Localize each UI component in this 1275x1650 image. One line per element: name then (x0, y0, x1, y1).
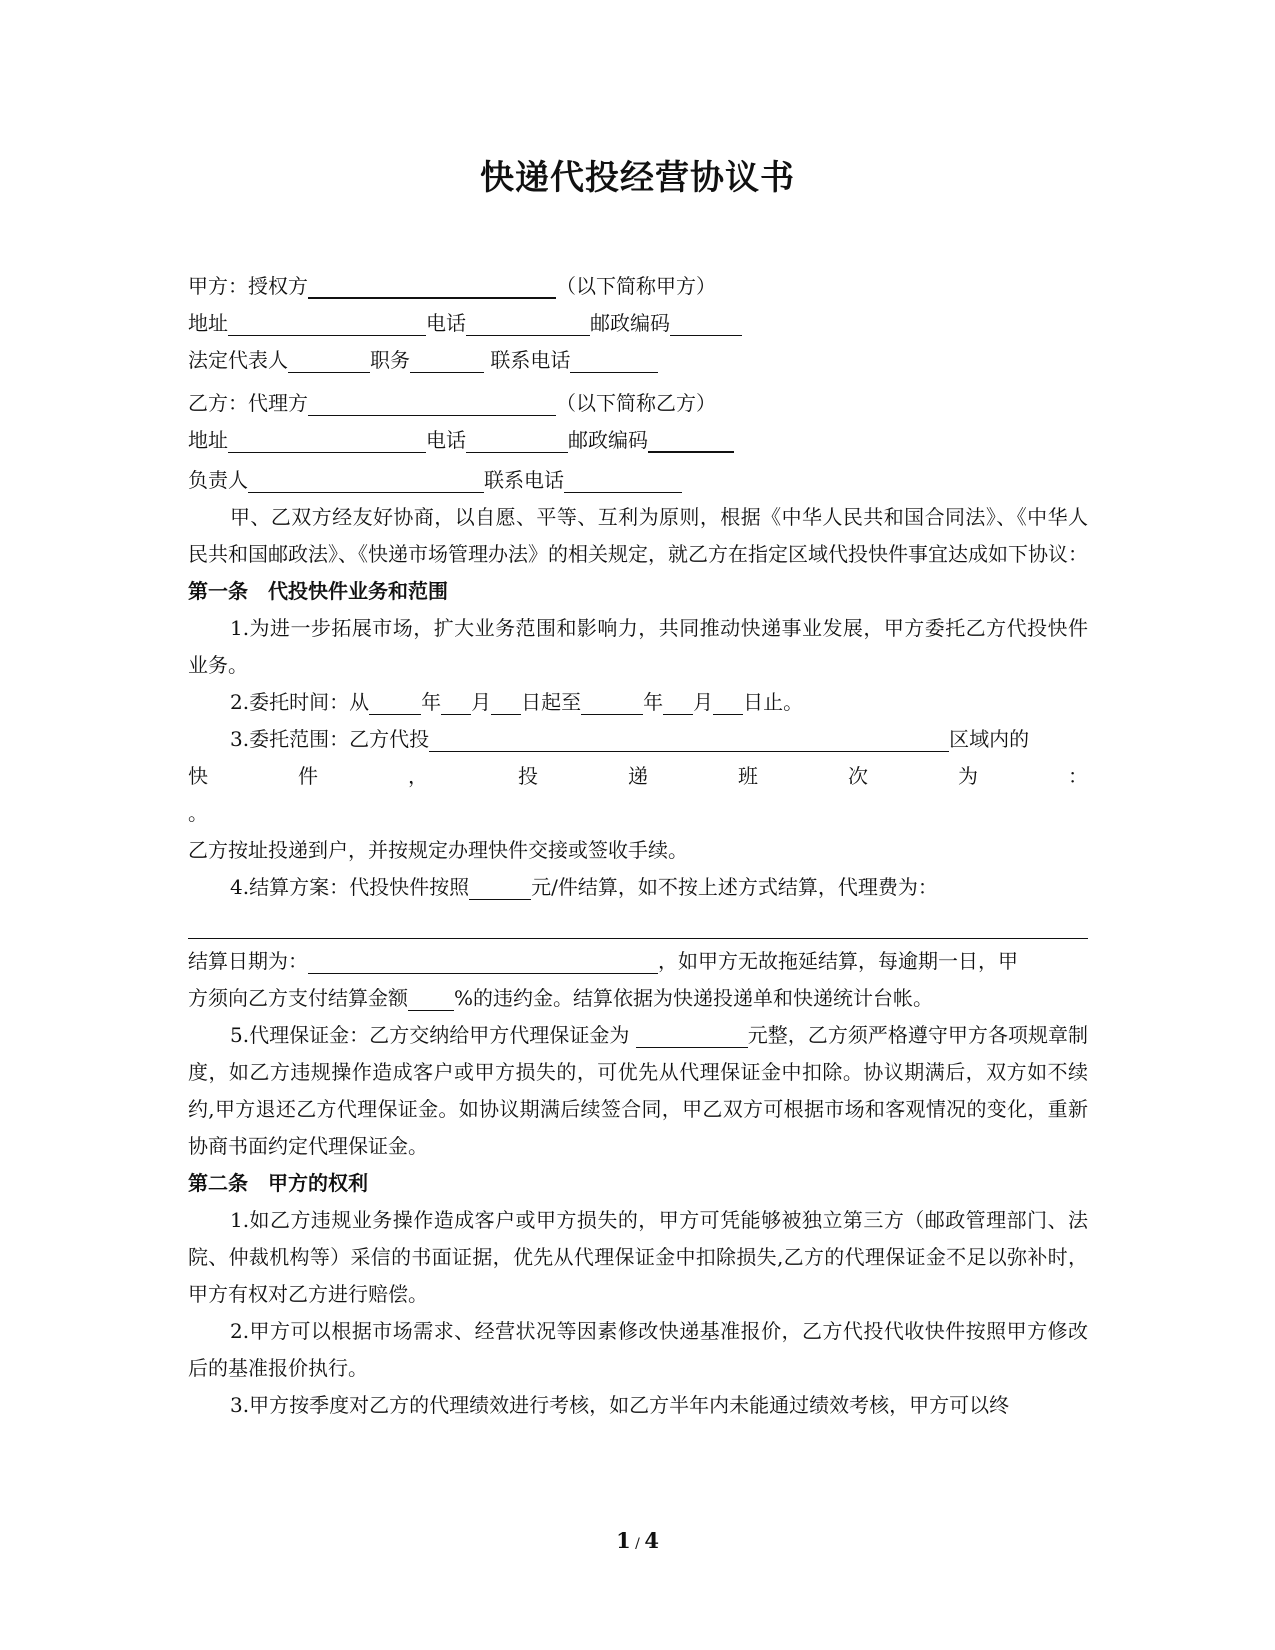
article-1-item-2 (188, 684, 1088, 721)
party-a-postal-blank (670, 313, 742, 336)
day-from-label: 日起至 (521, 690, 582, 714)
end-month-blank (663, 692, 693, 715)
spread-char: 件 (298, 764, 318, 788)
end-month-label: 月 (693, 690, 714, 714)
spread-char: 班 (738, 764, 758, 788)
current-page: 1 (616, 1528, 631, 1553)
spread-char: 递 (628, 764, 648, 788)
party-b-name-blank (308, 393, 556, 416)
party-a-postal-label: 邮政编码 (590, 311, 670, 335)
end-day-blank (713, 692, 743, 715)
party-a-phone-blank (466, 313, 590, 336)
article-2-item-3: 3.甲方按季度对乙方的代理绩效进行考核，如乙方半年内未能通过绩效考核，甲方可以终 (230, 1393, 1010, 1417)
area-blank (429, 729, 949, 752)
article-1-heading: 第一条 代投快件业务和范围 (188, 579, 448, 603)
spread-char: ： (1068, 764, 1088, 788)
article-2-heading: 第二条 甲方的权利 (188, 1171, 368, 1195)
penalty-post: %的违约金。结算依据为快递投递单和快递统计台帐。 (454, 986, 934, 1010)
day-to-label: 日止。 (743, 690, 804, 714)
item-5-rest: 元整，乙方须严格遵守甲方各项规章制度，如乙方违规操作造成客户或甲方损失的，可优先从代理保证金中扣除。协议期满后，双方如不续约,甲方退还乙方代理保证金。如协议期满后续签合同，甲乙双方可根据市场和客观情况的变化，重新协商书面约定代理保证金。 (188, 1023, 1088, 1158)
party-b-suffix: （以下简称乙方） (556, 391, 716, 415)
start-month-blank (441, 692, 471, 715)
party-a-phone-label: 电话 (426, 311, 466, 335)
article-1-item-1: 1.为进一步拓展市场，扩大业务范围和影响力，共同推动快递事业发展，甲方委托乙方代投快件业务。 (188, 616, 1088, 677)
party-b-postal-blank (648, 429, 734, 453)
spread-char: 快 (188, 764, 208, 788)
preamble: 甲、乙双方经友好协商，以自愿、平等、互利为原则，根据《中华人民共和国合同法》、《中华人民共和国邮政法》、《快递市场管理办法》的相关规定，就乙方在指定区域代投快件事宜达成如下协议： (188, 505, 1088, 566)
party-b-contact-blank (564, 470, 682, 493)
agency-fee-rule (188, 916, 1088, 939)
party-a-contact-blank (570, 350, 658, 373)
end-year-label: 年 (643, 690, 664, 714)
party-a-rep-blank (288, 350, 370, 373)
party-a-position-blank (410, 350, 484, 373)
document-body (188, 268, 1088, 1424)
party-a-address-label: 地址 (188, 311, 228, 335)
start-day-blank (491, 692, 521, 715)
settlement-date-rest: ，如甲方无故拖延结算，每逾期一日，甲 (658, 949, 1018, 973)
spread-char: ， (408, 764, 428, 788)
start-year-blank (369, 692, 421, 715)
party-a-contact-label: 联系电话 (490, 348, 571, 372)
item-2-prefix: 2.委托时间：从 (230, 690, 370, 714)
year-label: 年 (421, 690, 442, 714)
spread-char: 为 (958, 764, 978, 788)
item-3-dot: 。 (188, 801, 208, 825)
party-b-phone-label: 电话 (426, 428, 466, 452)
party-a-label: 甲方：授权方 (188, 274, 308, 298)
party-b-principal-line (188, 462, 1088, 499)
settlement-date-blank (308, 951, 658, 974)
party-a-line (188, 268, 1088, 305)
settlement-date-line (188, 943, 1088, 1017)
penalty-rate-blank (408, 988, 454, 1011)
party-b-phone-blank (466, 430, 568, 453)
item-4-prefix: 4.结算方案：代投快件按照 (230, 875, 470, 899)
price-blank (469, 877, 531, 900)
party-b-postal-label: 邮政编码 (568, 428, 648, 452)
party-b-address-line (188, 422, 1088, 459)
party-a-suffix: （以下简称甲方） (556, 274, 716, 298)
page-separator: / (630, 1536, 645, 1552)
article-2-item-2: 2.甲方可以根据市场需求、经营状况等因素修改快递基准报价，乙方代投代收快件按照甲方修改后的基准报价执行。 (188, 1319, 1088, 1380)
party-b-contact-label: 联系电话 (484, 468, 564, 492)
end-year-blank (581, 692, 643, 715)
party-a-position-label: 职务 (370, 348, 410, 372)
settlement-date-label: 结算日期为： (188, 949, 308, 973)
item-5-prefix: 5.代理保证金：乙方交纳给甲方代理保证金为 (230, 1023, 636, 1047)
party-a-rep-label: 法定代表人 (188, 348, 288, 372)
month-label: 月 (471, 690, 492, 714)
spread-char: 投 (518, 764, 538, 788)
item-3-suffix: 区域内的 (949, 727, 1030, 751)
party-a-rep-line (188, 342, 1088, 379)
document-title: 快递代投经营协议书 (480, 158, 795, 198)
party-b-line (188, 385, 1088, 422)
party-b-label: 乙方：代理方 (188, 391, 308, 415)
party-a-address-blank (228, 313, 426, 336)
spread-char: 次 (848, 764, 868, 788)
deposit-blank (636, 1025, 748, 1048)
total-pages: 4 (644, 1528, 659, 1553)
item-3-tail: 乙方按址投递到户，并按规定办理快件交接或签收手续。 (188, 838, 688, 862)
delivery-shift-line (188, 758, 1088, 795)
article-2-item-1: 1.如乙方违规业务操作造成客户或甲方损失的，甲方可凭能够被独立第三方（邮政管理部门、法院、仲裁机构等）采信的书面证据，优先从代理保证金中扣除损失,乙方的代理保证金不足以弥补时，甲方有权对乙方进行赔偿。 (188, 1208, 1088, 1306)
party-a-name-blank (308, 275, 556, 299)
article-1-item-3 (188, 721, 1088, 758)
party-b-address-label: 地址 (188, 428, 228, 452)
article-1-item-5 (188, 1017, 1088, 1165)
page-number (0, 1528, 1275, 1553)
penalty-pre: 方须向乙方支付结算金额 (188, 986, 408, 1010)
party-b-principal-blank (248, 470, 484, 493)
party-b-address-blank (228, 430, 426, 453)
party-a-address-line (188, 305, 1088, 342)
party-b-principal-label: 负责人 (188, 468, 248, 492)
item-3-prefix: 3.委托范围：乙方代投 (230, 727, 430, 751)
article-1-item-4 (188, 869, 1088, 906)
item-4-mid: 元/件结算，如不按上述方式结算，代理费为： (531, 875, 938, 899)
